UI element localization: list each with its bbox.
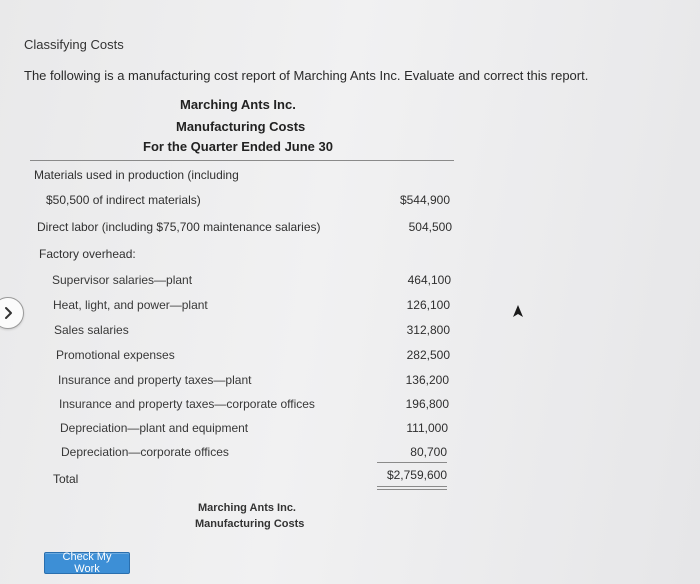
answer-title: Manufacturing Costs (195, 518, 305, 530)
overhead-item-label: Sales salaries (54, 323, 129, 337)
chevron-right-icon (1, 306, 15, 320)
direct-labor-label: Direct labor (including $75,700 maintenance salaries) (37, 220, 321, 234)
overhead-item-label: Insurance and property taxes—plant (58, 373, 252, 387)
subtotal-rule (377, 462, 447, 463)
total-double-rule-top (377, 486, 447, 487)
total-value: $2,759,600 (386, 468, 447, 482)
overhead-item-label: Depreciation—plant and equipment (60, 421, 249, 435)
check-my-work-button[interactable]: Check My Work (44, 552, 130, 574)
total-label: Total (53, 472, 79, 486)
report-period: For the Quarter Ended June 30 (143, 139, 333, 154)
overhead-item-label: Depreciation—corporate offices (61, 445, 229, 459)
overhead-item-value: 136,200 (405, 373, 449, 387)
materials-value: $544,900 (399, 193, 450, 207)
overhead-item-label: Heat, light, and power—plant (53, 298, 208, 312)
instructions: The following is a manufacturing cost report of Marching Ants Inc. Evaluate and correct this report. (24, 68, 589, 83)
materials-label-line1: Materials used in production (including (34, 168, 239, 182)
overhead-item-value: 111,000 (406, 421, 448, 435)
mouse-cursor-icon (512, 304, 524, 318)
materials-label-line2: $50,500 of indirect materials) (46, 193, 201, 207)
direct-labor-value: 504,500 (408, 220, 452, 234)
total-double-rule-bottom (377, 489, 447, 490)
factory-overhead-label: Factory overhead: (39, 247, 136, 261)
overhead-item-value: 196,800 (405, 397, 449, 411)
section-title: Classifying Costs (24, 37, 124, 52)
overhead-item-label: Promotional expenses (56, 348, 175, 362)
overhead-item-value: 312,800 (406, 323, 450, 337)
overhead-item-label: Insurance and property taxes—corporate offices (59, 397, 315, 411)
report-title: Manufacturing Costs (176, 119, 306, 134)
report-company: Marching Ants Inc. (180, 97, 296, 112)
header-divider (30, 160, 454, 161)
answer-company: Marching Ants Inc. (198, 502, 296, 514)
overhead-item-label: Supervisor salaries—plant (52, 273, 193, 287)
next-arrow-button[interactable] (0, 297, 24, 329)
overhead-item-value: 80,700 (410, 445, 447, 459)
overhead-item-value: 282,500 (406, 348, 450, 362)
overhead-item-value: 126,100 (406, 298, 450, 312)
overhead-item-value: 464,100 (407, 273, 451, 287)
